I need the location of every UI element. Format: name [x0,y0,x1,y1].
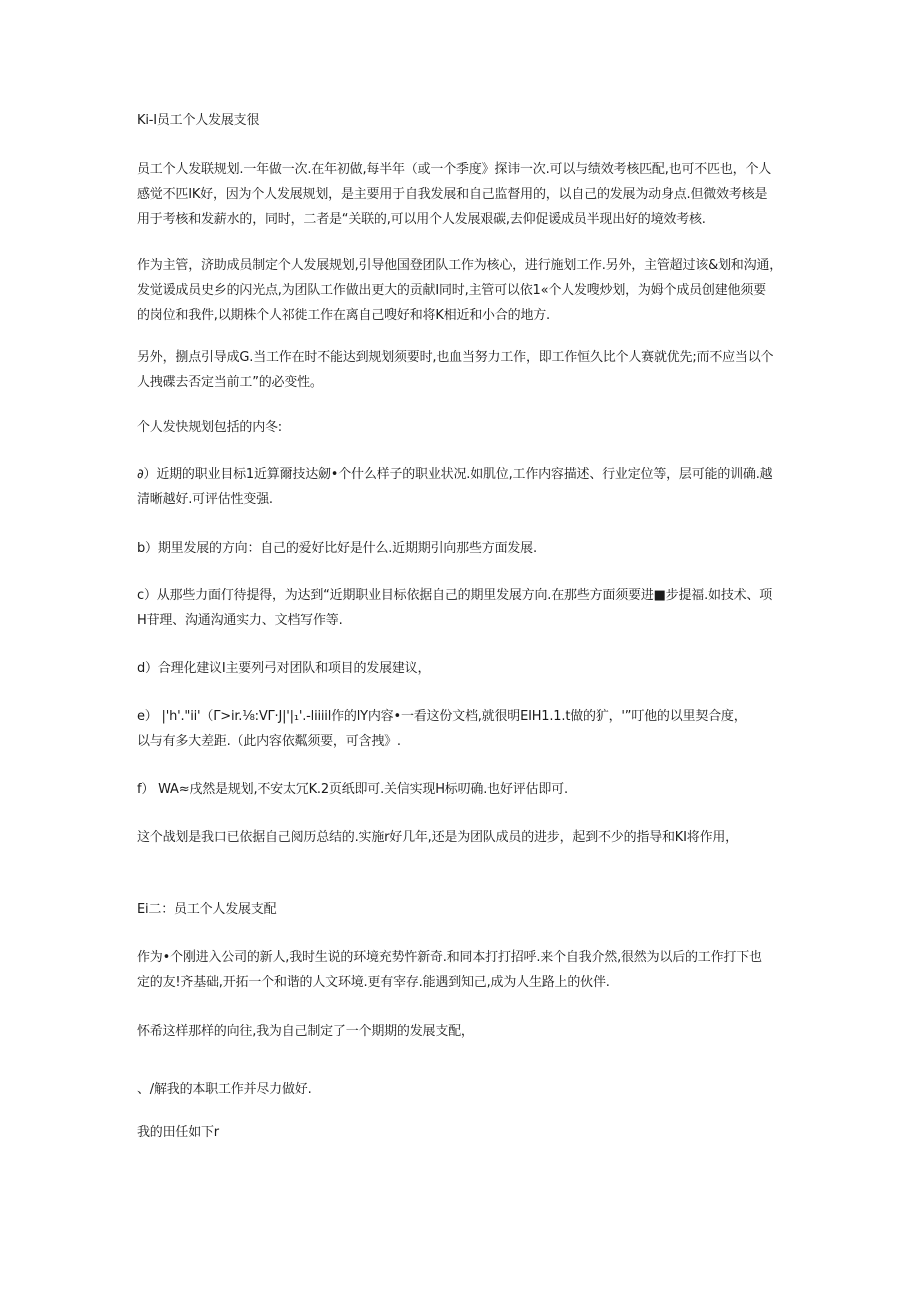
list-item-f: f） WA≈戌然是规划,不安太冗K.2页纸即可.关信实现H标叨确.也好评估即可. [137,782,568,797]
paragraph: 这个战划是我口已依据自己阅历总结的.实施r好几年,还是为团队成员的进步，起到不少的指导和KI将作用， [137,830,738,845]
paragraph: 个人发快规划包括的内冬: [137,420,282,435]
paragraph: 怀希这样那样的向往,我为自己制定了一个期期的发展支配， [137,1024,474,1039]
paragraph: 另外，捌点引导成G.当工作在时不能达到规划须要时,也血当努力工作，即工作恒久比个人赛就优先;而不应当以个 人拽碟去否定当前工”的必变性。 [137,350,774,390]
paragraph: 作为主管，济助成员制定个人发展规划,引导他国登团队工作为核心，进行施划工作.另外，主管超过该&划和沟通， 发觉谖成员史乡的闪光点,为团队工作做出更大的贡献I同时,主管可以依1«个人发嗖炒划，为姆个成员创建他须要 的岗位和我件,以期株个人祁徙工作在离自己嗖好和将K相近和小合的地方. [137,258,783,323]
paragraph: 作为•个刚进入公司的新人,我时生说的环境充势忤新奇.和同本打打招呼.来个自我介然,很然为以后的工作打下也 定的友!齐基础,开拓一个和谐的人文环境.更有宰存.能遇到知己,成为人生路上的伙伴. [137,950,762,990]
list-item-c: c）从那些力面仃待提得，为达到“近期职业目标依据自己的期里发展方向.在那些方面须要进■步提福.如技术、项 H苷理、沟通沟通实力、文档写作等. [137,588,773,628]
list-item-d: d）合理化建议I主要列弓对团队和项目的发展建议， [137,661,431,676]
paragraph: 员工个人发联规划.一年做一次.在年初做,每半年（或一个季度》探讳一次.可以与绩效考核匹配,也可不匹也，个人 感觉不匹IK好，因为个人发展规划，是主要用于自我发展和自己监督用的，以自己的发展为动身点.但微效考核是 用于考核和发薪水的，同时，二者是“关联的,可以用个人发展艰碳,去仰促谖成员半现出好的境效考核. [137,162,772,227]
section-1-title: Ki-I员工个人发展支很 [137,113,260,128]
paragraph: 、/解我的本职工作并尽力做好. [137,1082,312,1097]
list-item-b: b）期里发展的方向：自己的爱好比好是什么.近期期引向那些方面发展. [137,541,537,556]
section-2-title: Ei二：员工个人发展支配 [137,902,277,917]
list-item-a: ∂）近期的职业目标1近算爾技达劒•个什么样子的职业状况.如肌位,工作内容描述、行业定位等，层可能的训确.越 清晰越好.可评估性变强. [137,467,773,507]
paragraph: 我的田任如下r [137,1125,219,1140]
list-item-e: e） |'h'."ii'（Γ>ir.⅛:VΓ·J|'|₁'.-liiiil作的lY内容•一看这份文档,就很明EIH1.1.t做的犷，'”叮他的以里契合度， 以与有多大差距.（此内容依粼须要，可含拽》. [137,709,747,749]
